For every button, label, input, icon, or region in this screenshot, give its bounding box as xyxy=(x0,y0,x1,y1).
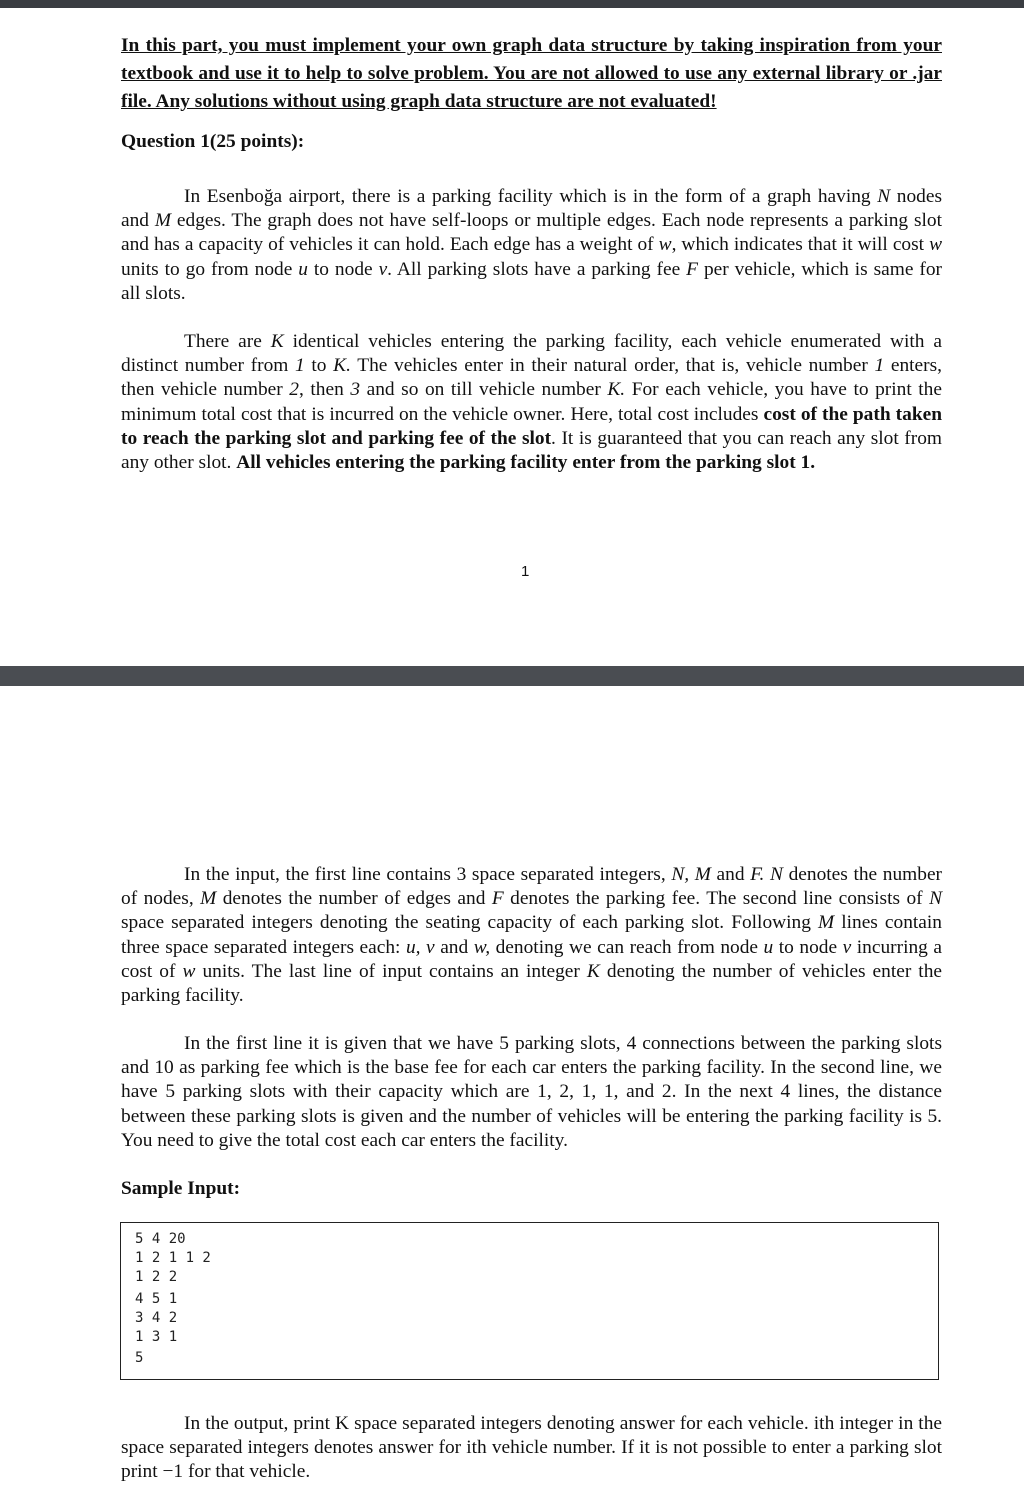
input-description-paragraph: In the input, the first line contains 3 space separated integers, N, M and F. N denotes the number of nodes, M denotes the number of edges and F denotes the parking fee. The second line consists of N space separated integers denoting the seating capacity of each parking slot. Following M lines contain three space separated integers each: u, v and w, denoting we can reach from node u to node v incurring a cost of w units. The last line of input contains an integer K denoting the number of vehicles enter the parking facility. xyxy=(121,864,943,1007)
page-top-edge xyxy=(0,0,1024,8)
sample-input-line: 5 xyxy=(135,1350,144,1366)
sample-input-box xyxy=(120,1222,939,1380)
sample-input-line: 4 5 1 xyxy=(135,1291,178,1307)
sample-input-line: 5 4 20 xyxy=(135,1231,186,1247)
sample-input-line: 1 2 2 xyxy=(135,1269,178,1285)
sample-input-line: 1 2 1 1 2 xyxy=(135,1250,211,1266)
sample-input-line: 1 3 1 xyxy=(135,1329,178,1345)
instructions-notice: In this part, you must implement your own graph data structure by taking inspiration from your textbook and use it to help to solve problem. You are not allowed to use any external library or .jar file. Any solutions without using graph data structure are not evaluated! xyxy=(121,35,942,112)
page-number: 1 xyxy=(521,563,530,580)
sample-input-line: 3 4 2 xyxy=(135,1310,178,1326)
problem-paragraph-1: In Esenboğa airport, there is a parking facility which is in the form of a graph having N nodes and M edges. The graph does not have self-loops or multiple edges. Each node represents a parking slot and has a capacity of vehicles it can hold. Each edge has a weight of w, which indicates that it will cost w units to go from node u to node v. All parking slots have a parking fee F per vehicle, which is same for all slots. xyxy=(121,186,942,304)
sample-input-title: Sample Input: xyxy=(121,1178,241,1199)
problem-paragraph-2: There are K identical vehicles entering the parking facility, each vehicle enumerated with a distinct number from 1 to K. The vehicles enter in their natural order, that is, vehicle number 1 enters, then vehicle number 2, then 3 and so on till vehicle number K. For each vehicle, you have to print the minimum total cost that is incurred on the vehicle owner. Here, total cost includes cost of the path taken to reach the parking slot and parking fee of the slot. It is guaranteed that you can reach any slot from any other slot. All vehicles entering the parking facility enter from the parking slot 1. xyxy=(121,331,942,474)
example-explanation-paragraph: In the first line it is given that we have 5 parking slots, 4 connections between the parking slots and 10 as parking fee which is the base fee for each car enters the parking facility. In the second line, we have 5 parking slots with their capacity which are 1, 2, 1, 1, and 2. In the next 4 lines, the distance between these parking slots is given and the number of vehicles will be entering the parking facility is 5. You need to give the total cost each car enters the facility. xyxy=(121,1033,942,1151)
question-title: Question 1(25 points): xyxy=(121,131,305,152)
page-break-divider xyxy=(0,666,1024,686)
output-description-paragraph: In the output, print K space separated integers denoting answer for each vehicle. ith integer in the space separated integers denotes answer for ith vehicle number. If it is not possible to enter a parking slot print −1 for that vehicle. xyxy=(121,1413,942,1483)
